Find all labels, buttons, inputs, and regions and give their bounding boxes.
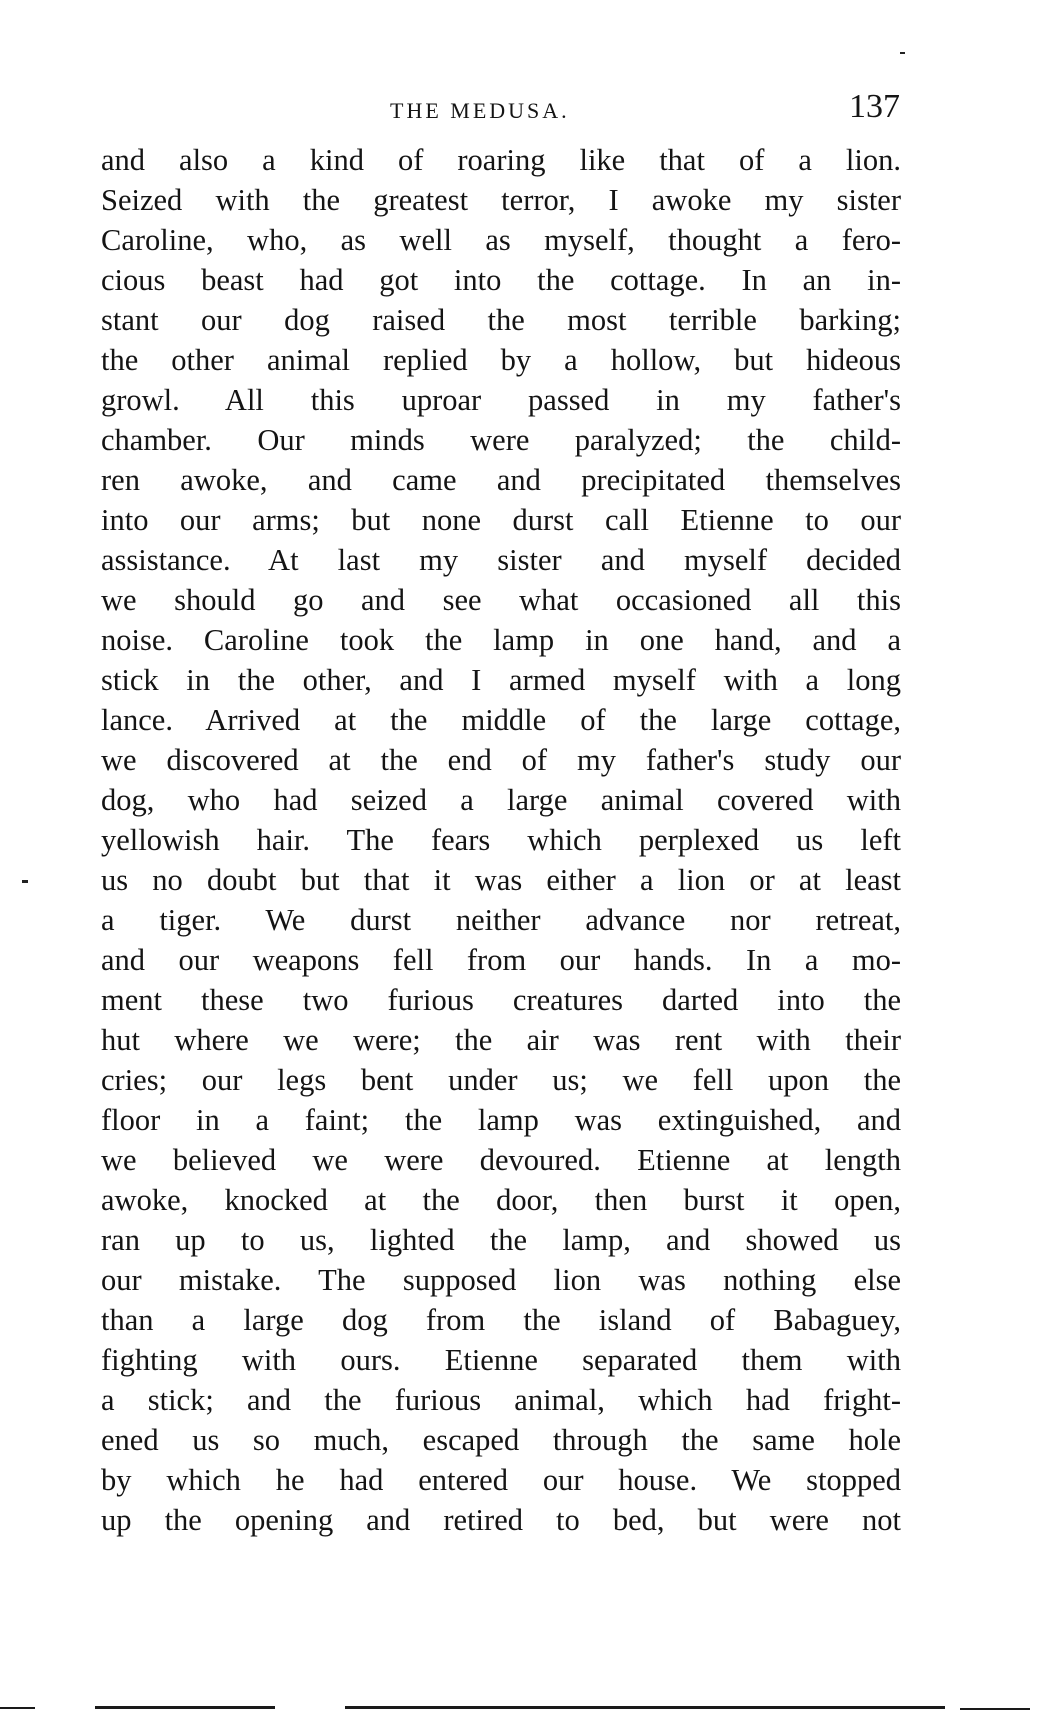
text-line: ened us so much, escaped through the same hole — [101, 1423, 901, 1457]
text-line: fighting with ours. Etienne separated them with — [101, 1343, 901, 1377]
text-line: we discovered at the end of my father's study our — [101, 743, 901, 777]
text-line: our mistake. The supposed lion was nothing else — [101, 1263, 901, 1297]
text-line: ran up to us, lighted the lamp, and showed us — [101, 1223, 901, 1257]
bottom-scan-rule-right — [345, 1706, 945, 1709]
text-line: assistance. At last my sister and myself decided — [101, 543, 901, 577]
text-line: a stick; and the furious animal, which had fright- — [101, 1383, 901, 1417]
text-line: awoke, knocked at the door, then burst it open, — [101, 1183, 901, 1217]
page-number: 137 — [849, 88, 900, 125]
text-line: chamber. Our minds were paralyzed; the child- — [101, 423, 901, 457]
text-line: ren awoke, and came and precipitated themselves — [101, 463, 901, 497]
text-line: lance. Arrived at the middle of the large cottage, — [101, 703, 901, 737]
text-line: stant our dog raised the most terrible barking; — [101, 303, 901, 337]
running-head — [100, 88, 900, 134]
bottom-scan-rule-middle — [95, 1706, 275, 1709]
text-line: and also a kind of roaring like that of a lion. — [101, 143, 901, 177]
body-text — [101, 140, 901, 1540]
text-line: and our weapons fell from our hands. In a mo- — [101, 943, 901, 977]
text-line: cries; our legs bent under us; we fell upon the — [101, 1063, 901, 1097]
text-line: hut where we were; the air was rent with their — [101, 1023, 901, 1057]
text-line: yellowish hair. The fears which perplexed us left — [101, 823, 901, 857]
text-line: we should go and see what occasioned all this — [101, 583, 901, 617]
bottom-scan-rule-left — [0, 1707, 35, 1709]
text-line: up the opening and retired to bed, but were not — [101, 1503, 901, 1537]
text-line: we believed we were devoured. Etienne at length — [101, 1143, 901, 1177]
text-line: growl. All this uproar passed in my father's — [101, 383, 901, 417]
bottom-scan-rule-end — [960, 1708, 1030, 1710]
text-line: noise. Caroline took the lamp in one hand, and a — [101, 623, 901, 657]
text-line: Caroline, who, as well as myself, thought a fero- — [101, 223, 901, 257]
text-line: stick in the other, and I armed myself with a long — [101, 663, 901, 697]
text-line: cious beast had got into the cottage. In an in- — [101, 263, 901, 297]
text-line: than a large dog from the island of Babaguey, — [101, 1303, 901, 1337]
text-line: dog, who had seized a large animal covered with — [101, 783, 901, 817]
running-title: THE MEDUSA. — [390, 98, 570, 123]
margin-speck — [22, 880, 28, 883]
text-line: Seized with the greatest terror, I awoke my sister — [101, 183, 901, 217]
text-line: ment these two furious creatures darted into the — [101, 983, 901, 1017]
text-line: the other animal replied by a hollow, but hideous — [101, 343, 901, 377]
corner-speck — [900, 52, 905, 54]
text-line: floor in a faint; the lamp was extinguished, and — [101, 1103, 901, 1137]
text-line: into our arms; but none durst call Etienne to our — [101, 503, 901, 537]
text-line: us no doubt but that it was either a lion or at least — [101, 863, 901, 897]
text-line: by which he had entered our house. We stopped — [101, 1463, 901, 1497]
text-line: a tiger. We durst neither advance nor retreat, — [101, 903, 901, 937]
